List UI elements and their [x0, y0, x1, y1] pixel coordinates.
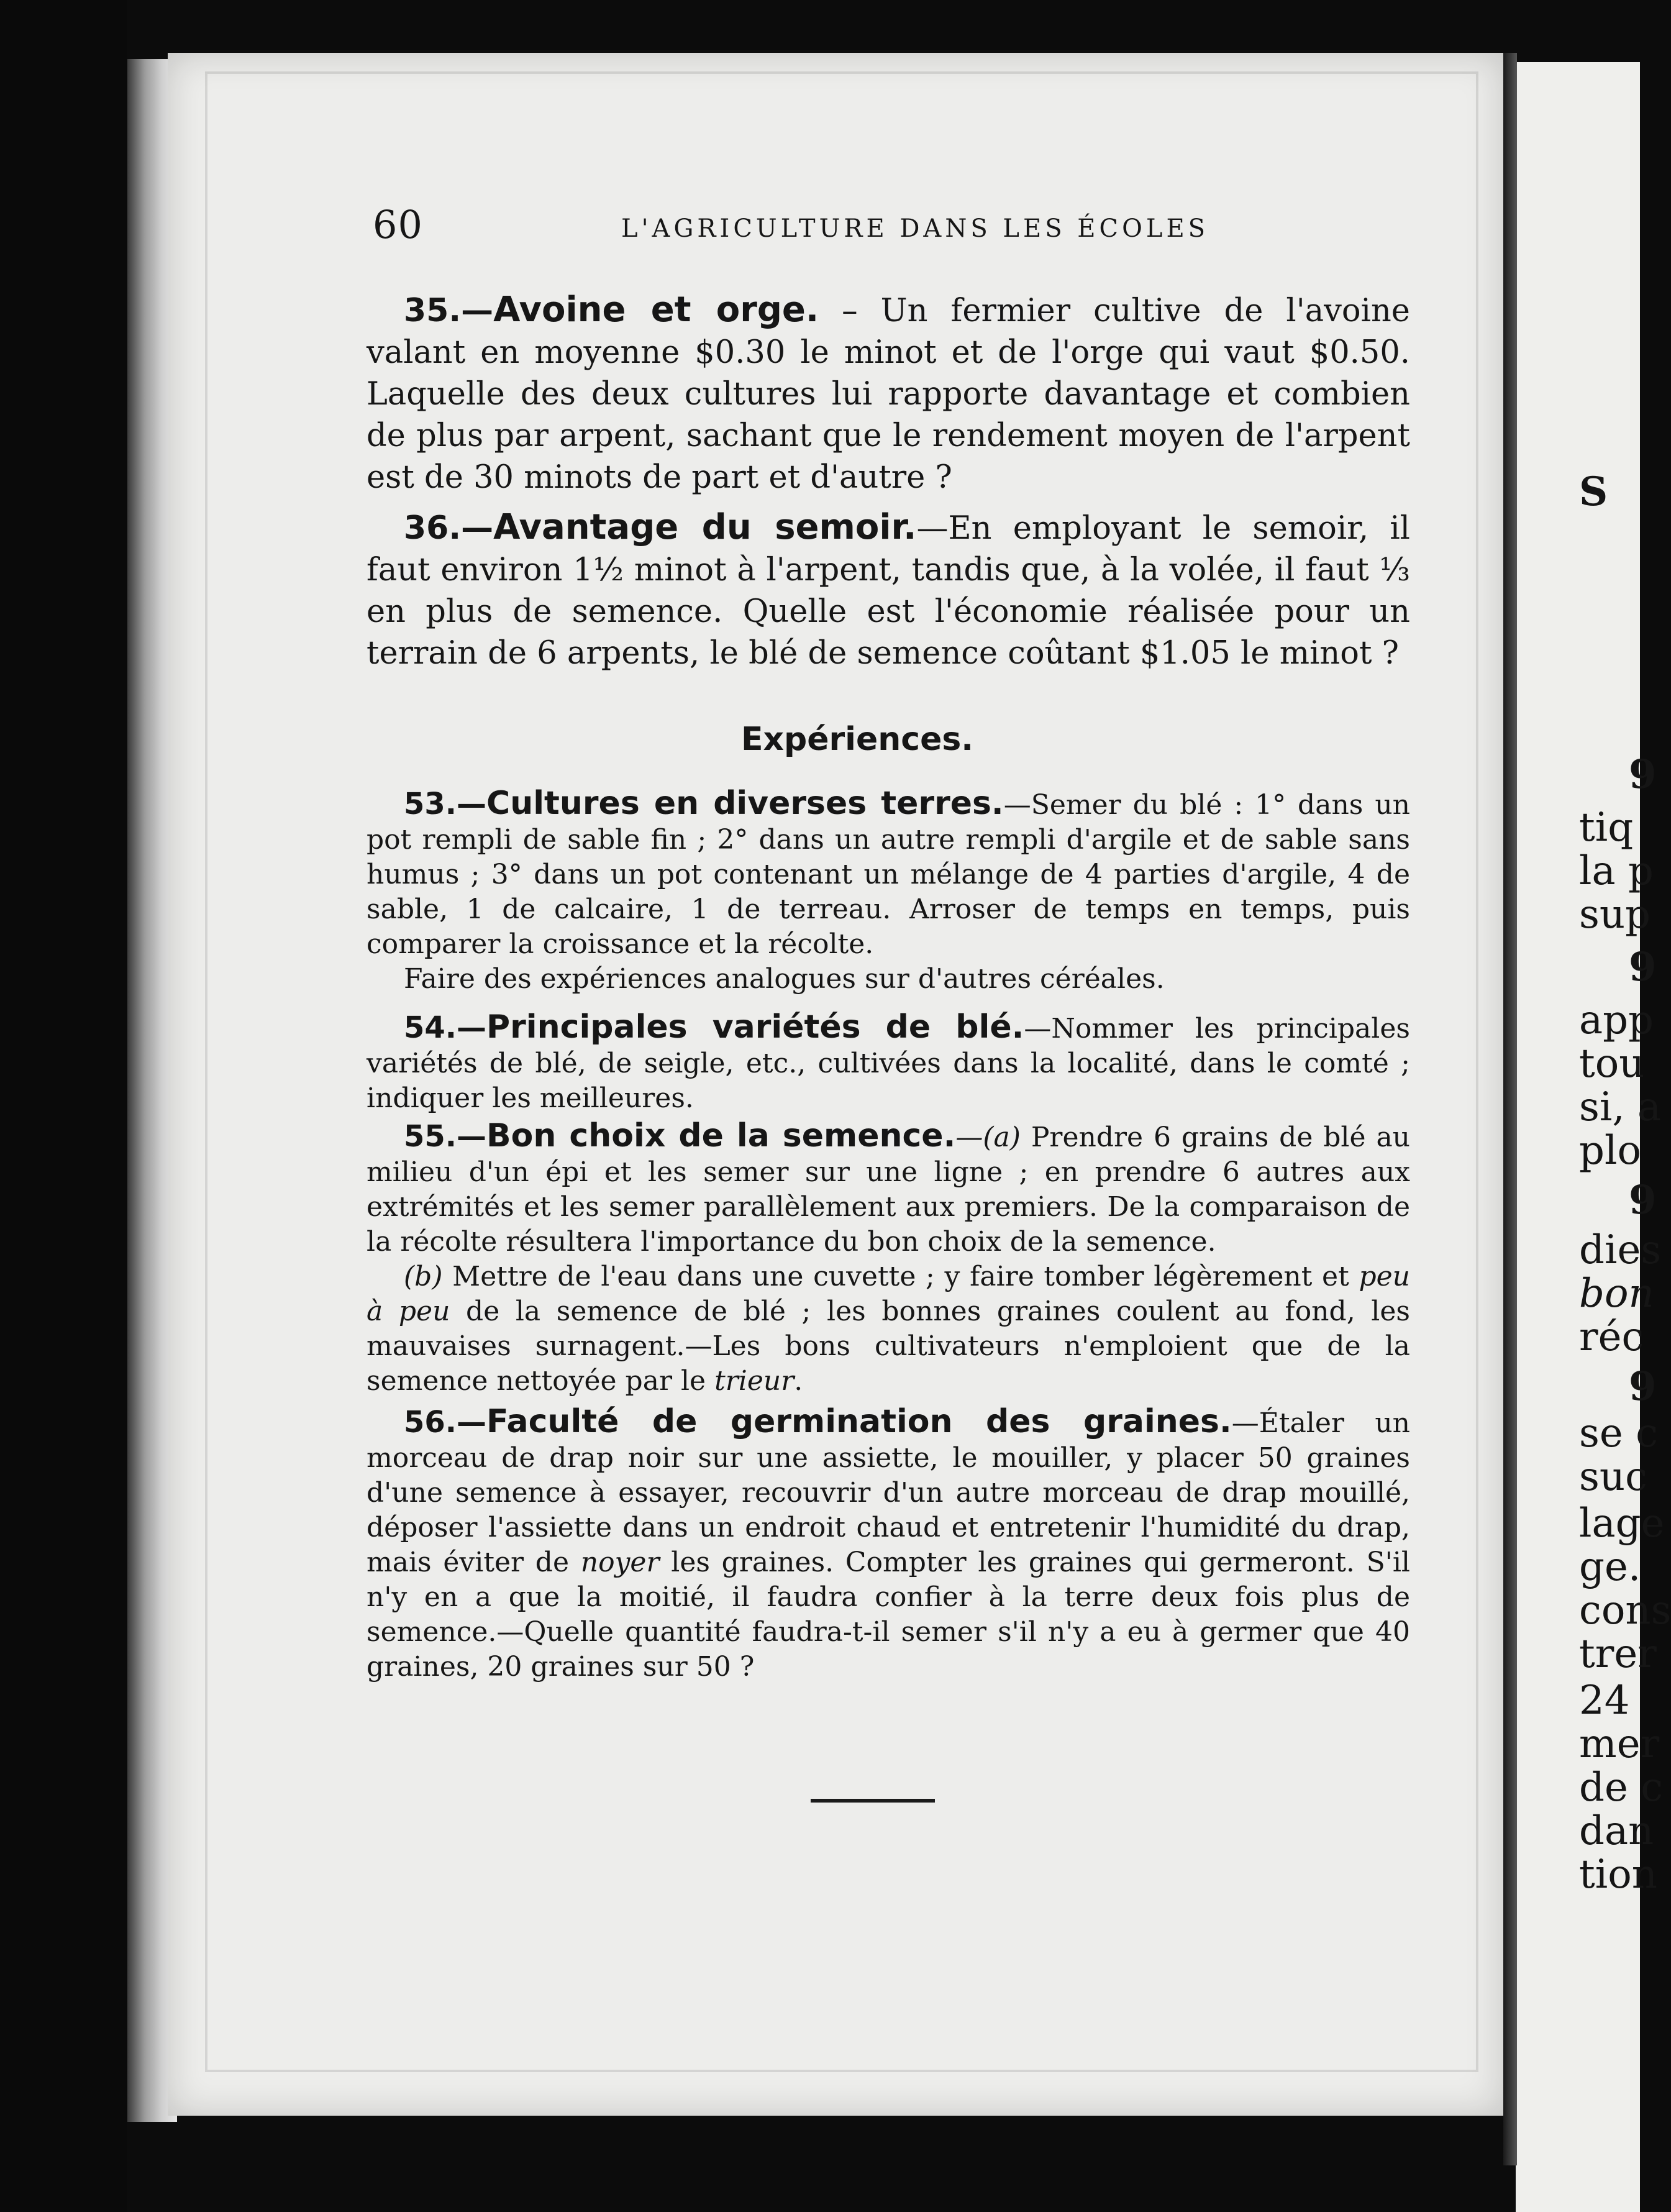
experiment-56	[367, 1404, 1410, 1684]
experiment-text-b2: de la semence de blé ; les bonnes graines coulent au fond, les mauvaises surnagent.—Les bons cultivateurs n'emploient que de la semence nettoyée par le	[367, 1296, 1410, 1397]
facing-fragment: réc	[1579, 1314, 1644, 1360]
facing-fragment: tou	[1579, 1041, 1645, 1087]
problem-text: – Un fermier cultive de l'avoine valant en moyenne $0.30 le minot et de l'orge qui vaut $0.50. Laquelle des deux cultures lui rapporte davantage et combien de plus par arpent, sachant que le rendement moyen de l'arpent est de 30 minots de part et d'autre ?	[367, 293, 1410, 496]
experiment-number: 54.—	[404, 1010, 487, 1045]
facing-fragment: ge.	[1579, 1544, 1641, 1590]
facing-fragment: la p	[1579, 848, 1654, 894]
closing-rule	[811, 1799, 935, 1803]
problem-paragraph	[367, 506, 1410, 674]
experiment-text: —Semer du blé : 1° dans un pot rempli de sable fin ; 2° dans un autre rempli d'argile et de sable sans humus ; 3° dans un pot contenant un mélange de 4 parties d'argile, 4 de sable, 1 de calcaire, 1 de terreau. Arroser de temps en temps, puis comparer la croissance et la récolte.	[367, 789, 1410, 960]
part-label-a: —(a)	[955, 1122, 1021, 1153]
problem-title: Avoine et orge.	[493, 290, 819, 330]
italic-phrase: peu à peu	[367, 1261, 1410, 1327]
facing-fragment: se c	[1579, 1410, 1658, 1456]
facing-fragment: lage	[1579, 1501, 1665, 1547]
experiment-54	[367, 1010, 1410, 1116]
gutter-fold	[1503, 53, 1517, 2165]
facing-fragment: dies	[1579, 1227, 1662, 1273]
facing-fragment: sup	[1579, 892, 1651, 938]
page-number: 60	[373, 202, 423, 247]
facing-fragment: de c	[1579, 1765, 1664, 1811]
experiment-title: Faculté de germination des graines.	[486, 1403, 1232, 1440]
experiment-text-2: les graines. Compter les graines qui germeront. S'il n'y en a que la moitié, il faudra confier à la terre deux fois plus de semence.—Quelle quantité faudra-t-il semer s'il n'y a eu à germer que 40 graines, 20 graines sur 50 ?	[367, 1547, 1410, 1683]
italic-word: trieur	[714, 1365, 795, 1397]
experiment-paragraph	[367, 786, 1410, 962]
experiment-number: 55.—	[404, 1119, 487, 1154]
facing-fragment: 24	[1579, 1678, 1630, 1724]
facing-fragment: tiq	[1579, 805, 1634, 851]
experiment-text-a: Prendre 6 grains de blé au milieu d'un épi et les semer sur une ligne ; en prendre 6 autres aux extrémités et les semer parallèlement aux premiers. De la comparaison de la récolte résultera l'importance du bon choix de la semence.	[367, 1122, 1411, 1258]
facing-fragment: trer	[1579, 1631, 1657, 1677]
experiment-53	[367, 786, 1410, 997]
facing-page-text	[1573, 0, 1671, 2212]
experiment-title: Principales variétés de blé.	[486, 1008, 1024, 1046]
problem-36	[367, 506, 1410, 674]
experiment-text-b1: Mettre de l'eau dans une cuvette ; y faire tomber légèrement et	[442, 1261, 1359, 1292]
problem-paragraph	[367, 289, 1410, 498]
experiment-55	[367, 1118, 1410, 1399]
problem-number: 36.—	[404, 510, 494, 547]
facing-fragment: suc	[1579, 1454, 1647, 1500]
experiment-paragraph	[367, 1404, 1410, 1684]
experiment-number: 56.—	[404, 1405, 487, 1440]
section-title: Expériences.	[740, 721, 974, 758]
experiment-title: Cultures en diverses terres.	[486, 785, 1004, 822]
part-label-b: (b)	[404, 1261, 443, 1292]
facing-fragment: plo	[1579, 1128, 1641, 1174]
italic-word: noyer	[580, 1547, 660, 1578]
experiment-paragraph	[367, 1010, 1410, 1116]
facing-fragment: 9	[1629, 944, 1657, 990]
experiment-title: Bon choix de la semence.	[486, 1117, 956, 1154]
facing-fragment: mer	[1579, 1721, 1660, 1767]
page-header	[0, 202, 1640, 252]
experiment-paragraph	[367, 1118, 1410, 1259]
experiment-text-1: —Étaler un morceau de drap noir sur une assiette, le mouiller, y placer 50 graines d'une semence à essayer, recouvrir d'un autre morceau de drap mouillé, déposer l'assiette dans un endroit chaud et entretenir l'humidité du drap, mais éviter de	[367, 1407, 1410, 1578]
experiment-number: 53.—	[404, 787, 487, 821]
running-head: L'AGRICULTURE DANS LES ÉCOLES	[621, 214, 1209, 243]
facing-fragment: cons	[1579, 1588, 1671, 1634]
facing-fragment: 9	[1629, 1363, 1657, 1410]
experiment-text-b3: .	[794, 1365, 803, 1397]
facing-fragment: si, a	[1579, 1084, 1662, 1130]
experiment-note: Faire des expériences analogues sur d'autres céréales.	[404, 963, 1165, 995]
problem-35	[367, 289, 1410, 498]
facing-fragment: dan	[1579, 1808, 1654, 1854]
experiment-text: —Nommer les principales variétés de blé, de seigle, etc., cultivées dans la localité, dans le comté ; indiquer les meilleures.	[367, 1013, 1410, 1114]
problem-text: —En employant le semoir, il faut environ 1½ minot à l'arpent, tandis que, à la volée, il faut ⅓ en plus de semence. Quelle est l'économie réalisée pour un terrain de 6 arpents, le blé de semence coûtant $1.05 le minot ?	[367, 510, 1410, 672]
facing-fragment: app	[1579, 997, 1654, 1043]
experiment-paragraph-b	[367, 1259, 1410, 1399]
book-binding	[0, 0, 127, 2212]
facing-fragment: 9	[1629, 751, 1657, 798]
facing-fragment: tion	[1579, 1852, 1657, 1898]
facing-fragment: 9	[1629, 1177, 1657, 1223]
facing-fragment: S	[1579, 468, 1608, 515]
problem-title: Avantage du semoir.	[493, 507, 917, 547]
facing-fragment: bon	[1579, 1271, 1654, 1317]
problem-number: 35.—	[404, 292, 494, 329]
